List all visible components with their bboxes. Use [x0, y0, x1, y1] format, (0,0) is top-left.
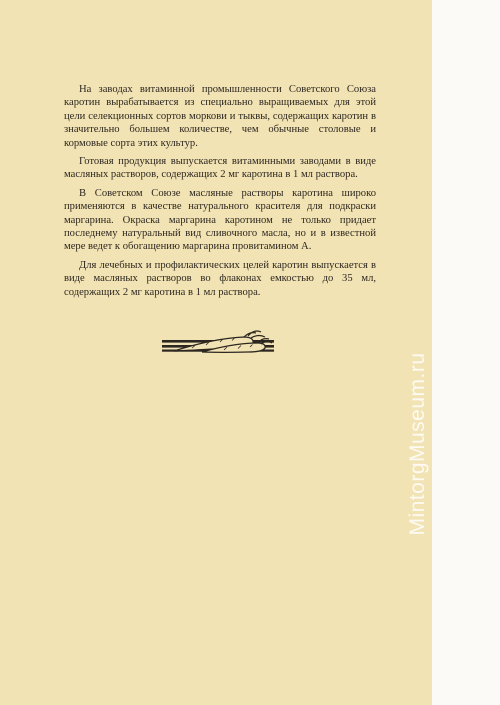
body-text	[64, 83, 376, 299]
paragraph-margarine-coloring: В Советском Союзе масляные растворы каротина широко применяются в качестве натурального красителя для подкраски маргарина. Окраска маргарина каротином не только придает последнему натуральный вид сливочного масла, но и в известной мере ведет к обогащению маргарина провитамином А.	[64, 187, 376, 253]
paragraph-carotene-production: На заводах витаминной промышленности Советского Союза каротин вырабатывается из специально выращиваемых для этой цели селекционных сортов моркови и тыквы, содержащих каротин в значительно большем количестве, чем обычные столовые и кормовые сорта этих культур.	[64, 84, 376, 149]
page-margin	[432, 0, 500, 705]
watermark: MintorgMuseum.ru	[406, 352, 429, 536]
paragraph-medical-use: Для лечебных и профилактических целей каротин выпускается в виде масляных растворов во флаконах емкостью до 35 мл, содержащих 2 мг каротина в 1 мл раствора.	[64, 259, 376, 298]
paragraph-oil-solutions: Готовая продукция выпускается витаминными заводами в виде масляных растворов, содержащих 2 мг каротина в 1 мл раствора.	[64, 156, 376, 181]
carrot-icon	[162, 327, 274, 355]
